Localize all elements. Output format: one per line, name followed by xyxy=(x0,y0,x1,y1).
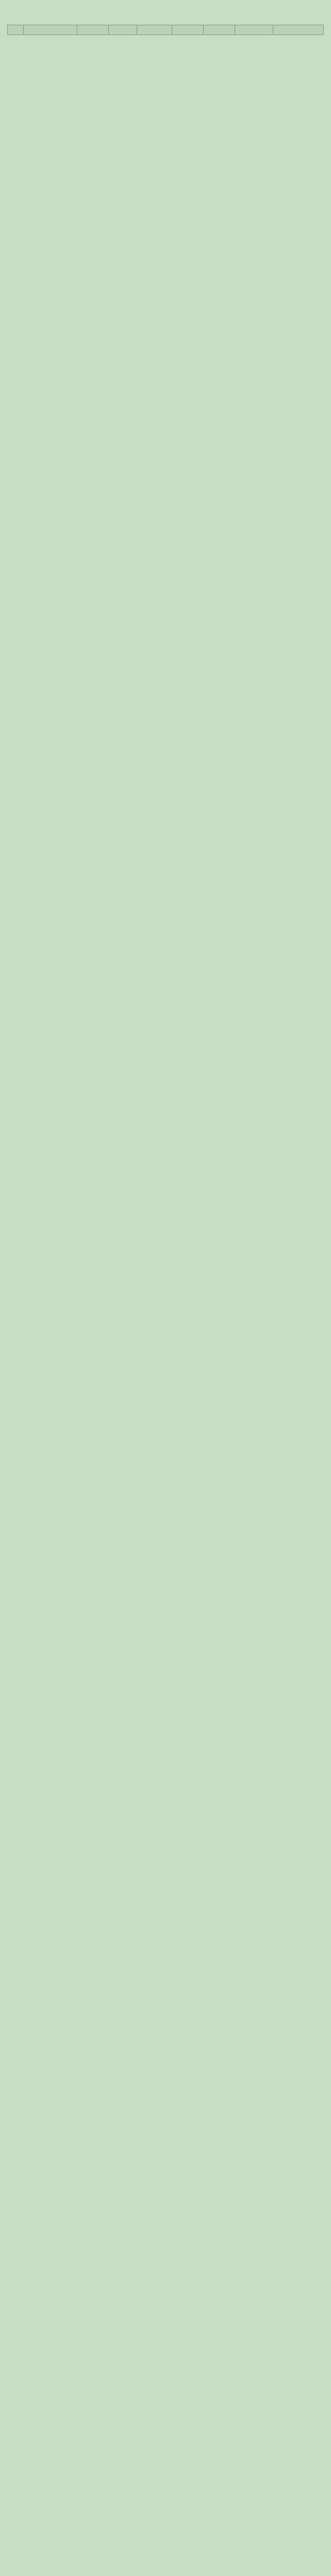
column-header xyxy=(77,25,108,35)
table-header-row xyxy=(8,25,324,35)
data-table xyxy=(7,25,324,35)
page-title xyxy=(7,9,324,20)
column-header xyxy=(8,25,24,35)
column-header xyxy=(273,25,323,35)
column-header xyxy=(23,25,77,35)
column-header xyxy=(204,25,235,35)
column-header xyxy=(109,25,137,35)
column-header xyxy=(137,25,172,35)
column-header xyxy=(235,25,273,35)
column-header xyxy=(172,25,203,35)
document-page xyxy=(0,0,331,50)
